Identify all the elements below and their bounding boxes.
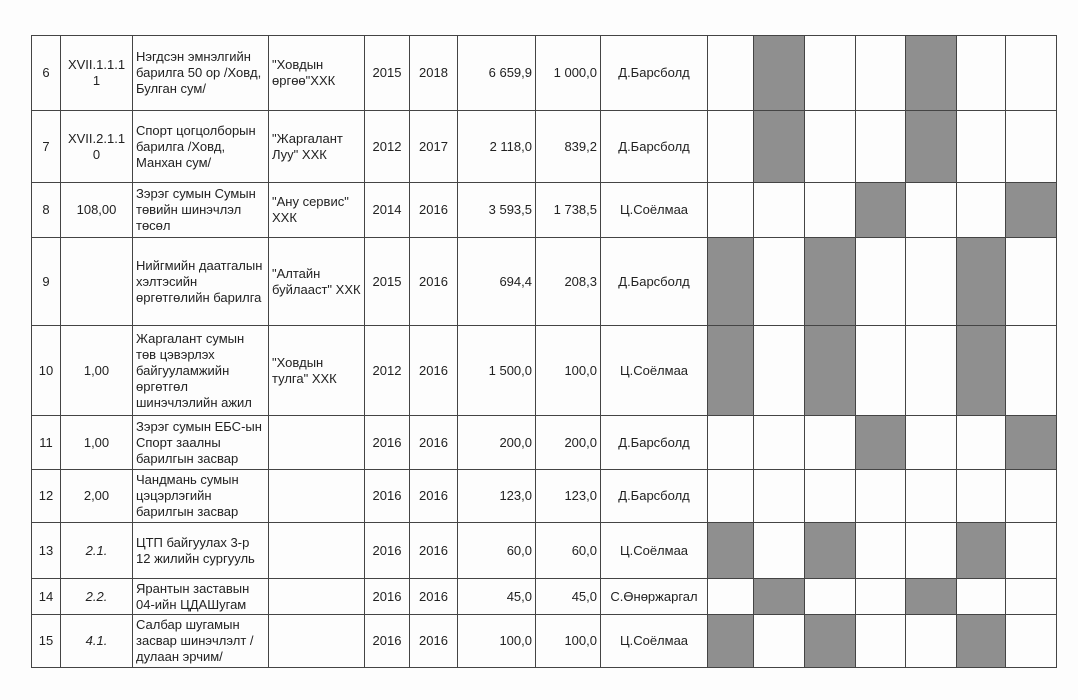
schedule-cell-empty — [708, 470, 754, 523]
total-cost: 3 593,5 — [458, 183, 536, 238]
funded-amount: 123,0 — [536, 470, 601, 523]
schedule-cell-empty — [754, 615, 805, 668]
schedule-cell-filled — [957, 523, 1006, 579]
row-number: 10 — [32, 326, 61, 416]
schedule-cell-empty — [856, 111, 906, 183]
row-number: 7 — [32, 111, 61, 183]
end-year: 2016 — [410, 470, 458, 523]
table-row — [32, 111, 1057, 183]
start-year: 2015 — [365, 36, 410, 111]
total-cost: 2 118,0 — [458, 111, 536, 183]
total-cost: 60,0 — [458, 523, 536, 579]
table-row — [32, 470, 1057, 523]
schedule-cell-empty — [708, 183, 754, 238]
responsible-person: С.Өнөржаргал — [601, 579, 708, 615]
row-code: 2.1. — [61, 523, 133, 579]
start-year: 2016 — [365, 579, 410, 615]
row-code — [61, 238, 133, 326]
project-name: Зэрэг сумын ЕБС-ын Спорт заалны барилгын засвар — [133, 416, 269, 470]
schedule-cell-empty — [754, 470, 805, 523]
row-code: 2,00 — [61, 470, 133, 523]
schedule-cell-empty — [754, 416, 805, 470]
funded-amount: 839,2 — [536, 111, 601, 183]
responsible-person: Ц.Соёлмаа — [601, 326, 708, 416]
schedule-cell-empty — [906, 416, 957, 470]
total-cost: 200,0 — [458, 416, 536, 470]
total-cost: 6 659,9 — [458, 36, 536, 111]
schedule-cell-filled — [708, 326, 754, 416]
schedule-cell-empty — [906, 326, 957, 416]
schedule-cell-filled — [805, 523, 856, 579]
schedule-cell-empty — [856, 523, 906, 579]
total-cost: 123,0 — [458, 470, 536, 523]
schedule-cell-empty — [856, 615, 906, 668]
schedule-cell-empty — [754, 238, 805, 326]
total-cost: 1 500,0 — [458, 326, 536, 416]
table-row — [32, 183, 1057, 238]
table-row — [32, 326, 1057, 416]
end-year: 2016 — [410, 523, 458, 579]
row-code: 2.2. — [61, 579, 133, 615]
table-row — [32, 615, 1057, 668]
schedule-cell-empty — [1006, 615, 1057, 668]
total-cost: 694,4 — [458, 238, 536, 326]
schedule-cell-empty — [805, 470, 856, 523]
schedule-cell-empty — [754, 326, 805, 416]
table-row — [32, 523, 1057, 579]
schedule-cell-empty — [805, 579, 856, 615]
project-name: Салбар шугамын засвар шинэчлэлт /дулаан эрчим/ — [133, 615, 269, 668]
responsible-person: Д.Барсболд — [601, 111, 708, 183]
funded-amount: 1 738,5 — [536, 183, 601, 238]
project-name: Жаргалант сумын төв цэвэрлэх байгууламжийн өргөтгөл шинэчлэлийн ажил — [133, 326, 269, 416]
funded-amount: 200,0 — [536, 416, 601, 470]
project-name: Нэгдсэн эмнэлгийн барилга 50 ор /Ховд, Булган сум/ — [133, 36, 269, 111]
start-year: 2014 — [365, 183, 410, 238]
contractor-name: "Алтайн буйлааст" ХХК — [269, 238, 365, 326]
schedule-cell-filled — [856, 416, 906, 470]
table-row — [32, 238, 1057, 326]
row-number: 13 — [32, 523, 61, 579]
contractor-name: "Ховдын тулга" ХХК — [269, 326, 365, 416]
schedule-cell-empty — [1006, 326, 1057, 416]
schedule-cell-filled — [708, 615, 754, 668]
schedule-cell-filled — [957, 615, 1006, 668]
responsible-person: Ц.Соёлмаа — [601, 523, 708, 579]
responsible-person: Д.Барсболд — [601, 416, 708, 470]
schedule-cell-filled — [754, 111, 805, 183]
project-name: Ярантын заставын 04-ийн ЦДАШугам — [133, 579, 269, 615]
project-name: ЦТП байгуулах 3-р 12 жилийн сургууль — [133, 523, 269, 579]
responsible-person: Ц.Соёлмаа — [601, 183, 708, 238]
start-year: 2016 — [365, 470, 410, 523]
contractor-name — [269, 523, 365, 579]
row-number: 8 — [32, 183, 61, 238]
start-year: 2012 — [365, 326, 410, 416]
schedule-cell-empty — [1006, 523, 1057, 579]
schedule-cell-empty — [1006, 579, 1057, 615]
start-year: 2016 — [365, 523, 410, 579]
total-cost: 100,0 — [458, 615, 536, 668]
schedule-cell-empty — [805, 36, 856, 111]
row-number: 14 — [32, 579, 61, 615]
schedule-cell-empty — [1006, 111, 1057, 183]
table-row — [32, 579, 1057, 615]
schedule-cell-empty — [957, 579, 1006, 615]
row-code: 108,00 — [61, 183, 133, 238]
start-year: 2016 — [365, 416, 410, 470]
project-name: Чандмань сумын цэцэрлэгийн барилгын засвар — [133, 470, 269, 523]
schedule-cell-filled — [906, 579, 957, 615]
funded-amount: 1 000,0 — [536, 36, 601, 111]
end-year: 2016 — [410, 615, 458, 668]
schedule-cell-filled — [1006, 416, 1057, 470]
row-code: 1,00 — [61, 416, 133, 470]
start-year: 2012 — [365, 111, 410, 183]
schedule-cell-filled — [856, 183, 906, 238]
schedule-cell-empty — [906, 523, 957, 579]
schedule-cell-empty — [805, 416, 856, 470]
funded-amount: 100,0 — [536, 615, 601, 668]
contractor-name: "Жаргалант Луу" ХХК — [269, 111, 365, 183]
contractor-name — [269, 470, 365, 523]
schedule-cell-empty — [1006, 470, 1057, 523]
schedule-cell-filled — [957, 326, 1006, 416]
schedule-cell-filled — [805, 238, 856, 326]
funded-amount: 45,0 — [536, 579, 601, 615]
end-year: 2016 — [410, 416, 458, 470]
funded-amount: 208,3 — [536, 238, 601, 326]
schedule-cell-empty — [957, 416, 1006, 470]
schedule-cell-empty — [957, 111, 1006, 183]
start-year: 2016 — [365, 615, 410, 668]
schedule-cell-empty — [754, 183, 805, 238]
schedule-cell-empty — [805, 183, 856, 238]
schedule-cell-filled — [957, 238, 1006, 326]
row-number: 9 — [32, 238, 61, 326]
end-year: 2017 — [410, 111, 458, 183]
row-number: 11 — [32, 416, 61, 470]
project-table — [31, 35, 1057, 668]
schedule-cell-empty — [856, 238, 906, 326]
schedule-cell-empty — [856, 579, 906, 615]
schedule-cell-empty — [708, 111, 754, 183]
table-row — [32, 416, 1057, 470]
schedule-cell-filled — [805, 615, 856, 668]
schedule-cell-empty — [805, 111, 856, 183]
end-year: 2016 — [410, 579, 458, 615]
schedule-cell-empty — [906, 183, 957, 238]
schedule-cell-empty — [708, 416, 754, 470]
responsible-person: Д.Барсболд — [601, 470, 708, 523]
schedule-cell-empty — [1006, 36, 1057, 111]
total-cost: 45,0 — [458, 579, 536, 615]
row-number: 6 — [32, 36, 61, 111]
schedule-cell-filled — [1006, 183, 1057, 238]
schedule-cell-filled — [754, 579, 805, 615]
schedule-cell-empty — [754, 523, 805, 579]
start-year: 2015 — [365, 238, 410, 326]
schedule-cell-empty — [856, 326, 906, 416]
row-code: XVII.1.1.1 1 — [61, 36, 133, 111]
end-year: 2018 — [410, 36, 458, 111]
contractor-name — [269, 416, 365, 470]
row-code: XVII.2.1.1 0 — [61, 111, 133, 183]
schedule-cell-empty — [1006, 238, 1057, 326]
contractor-name — [269, 615, 365, 668]
schedule-cell-filled — [805, 326, 856, 416]
row-number: 12 — [32, 470, 61, 523]
end-year: 2016 — [410, 183, 458, 238]
table-body — [32, 36, 1057, 668]
table-row — [32, 36, 1057, 111]
schedule-cell-empty — [906, 470, 957, 523]
schedule-cell-filled — [708, 523, 754, 579]
project-name: Спорт цогцолборын барилга /Ховд, Манхан сум/ — [133, 111, 269, 183]
schedule-cell-empty — [957, 36, 1006, 111]
contractor-name: "Ховдын өргөө"ХХК — [269, 36, 365, 111]
row-code: 1,00 — [61, 326, 133, 416]
row-code: 4.1. — [61, 615, 133, 668]
funded-amount: 60,0 — [536, 523, 601, 579]
schedule-cell-empty — [708, 36, 754, 111]
schedule-cell-empty — [957, 183, 1006, 238]
end-year: 2016 — [410, 326, 458, 416]
schedule-cell-empty — [856, 470, 906, 523]
project-name: Зэрэг сумын Сумын төвийн шинэчлэл төсөл — [133, 183, 269, 238]
responsible-person: Ц.Соёлмаа — [601, 615, 708, 668]
schedule-cell-empty — [906, 615, 957, 668]
schedule-cell-empty — [906, 238, 957, 326]
funded-amount: 100,0 — [536, 326, 601, 416]
schedule-cell-empty — [957, 470, 1006, 523]
schedule-cell-empty — [708, 579, 754, 615]
responsible-person: Д.Барсболд — [601, 238, 708, 326]
schedule-cell-filled — [906, 36, 957, 111]
project-name: Нийгмийн даатгалын хэлтэсийн өргөтгөлийн барилга — [133, 238, 269, 326]
contractor-name — [269, 579, 365, 615]
schedule-cell-filled — [708, 238, 754, 326]
row-number: 15 — [32, 615, 61, 668]
responsible-person: Д.Барсболд — [601, 36, 708, 111]
end-year: 2016 — [410, 238, 458, 326]
schedule-cell-filled — [754, 36, 805, 111]
contractor-name: "Ану сервис" ХХК — [269, 183, 365, 238]
schedule-cell-empty — [856, 36, 906, 111]
schedule-cell-filled — [906, 111, 957, 183]
